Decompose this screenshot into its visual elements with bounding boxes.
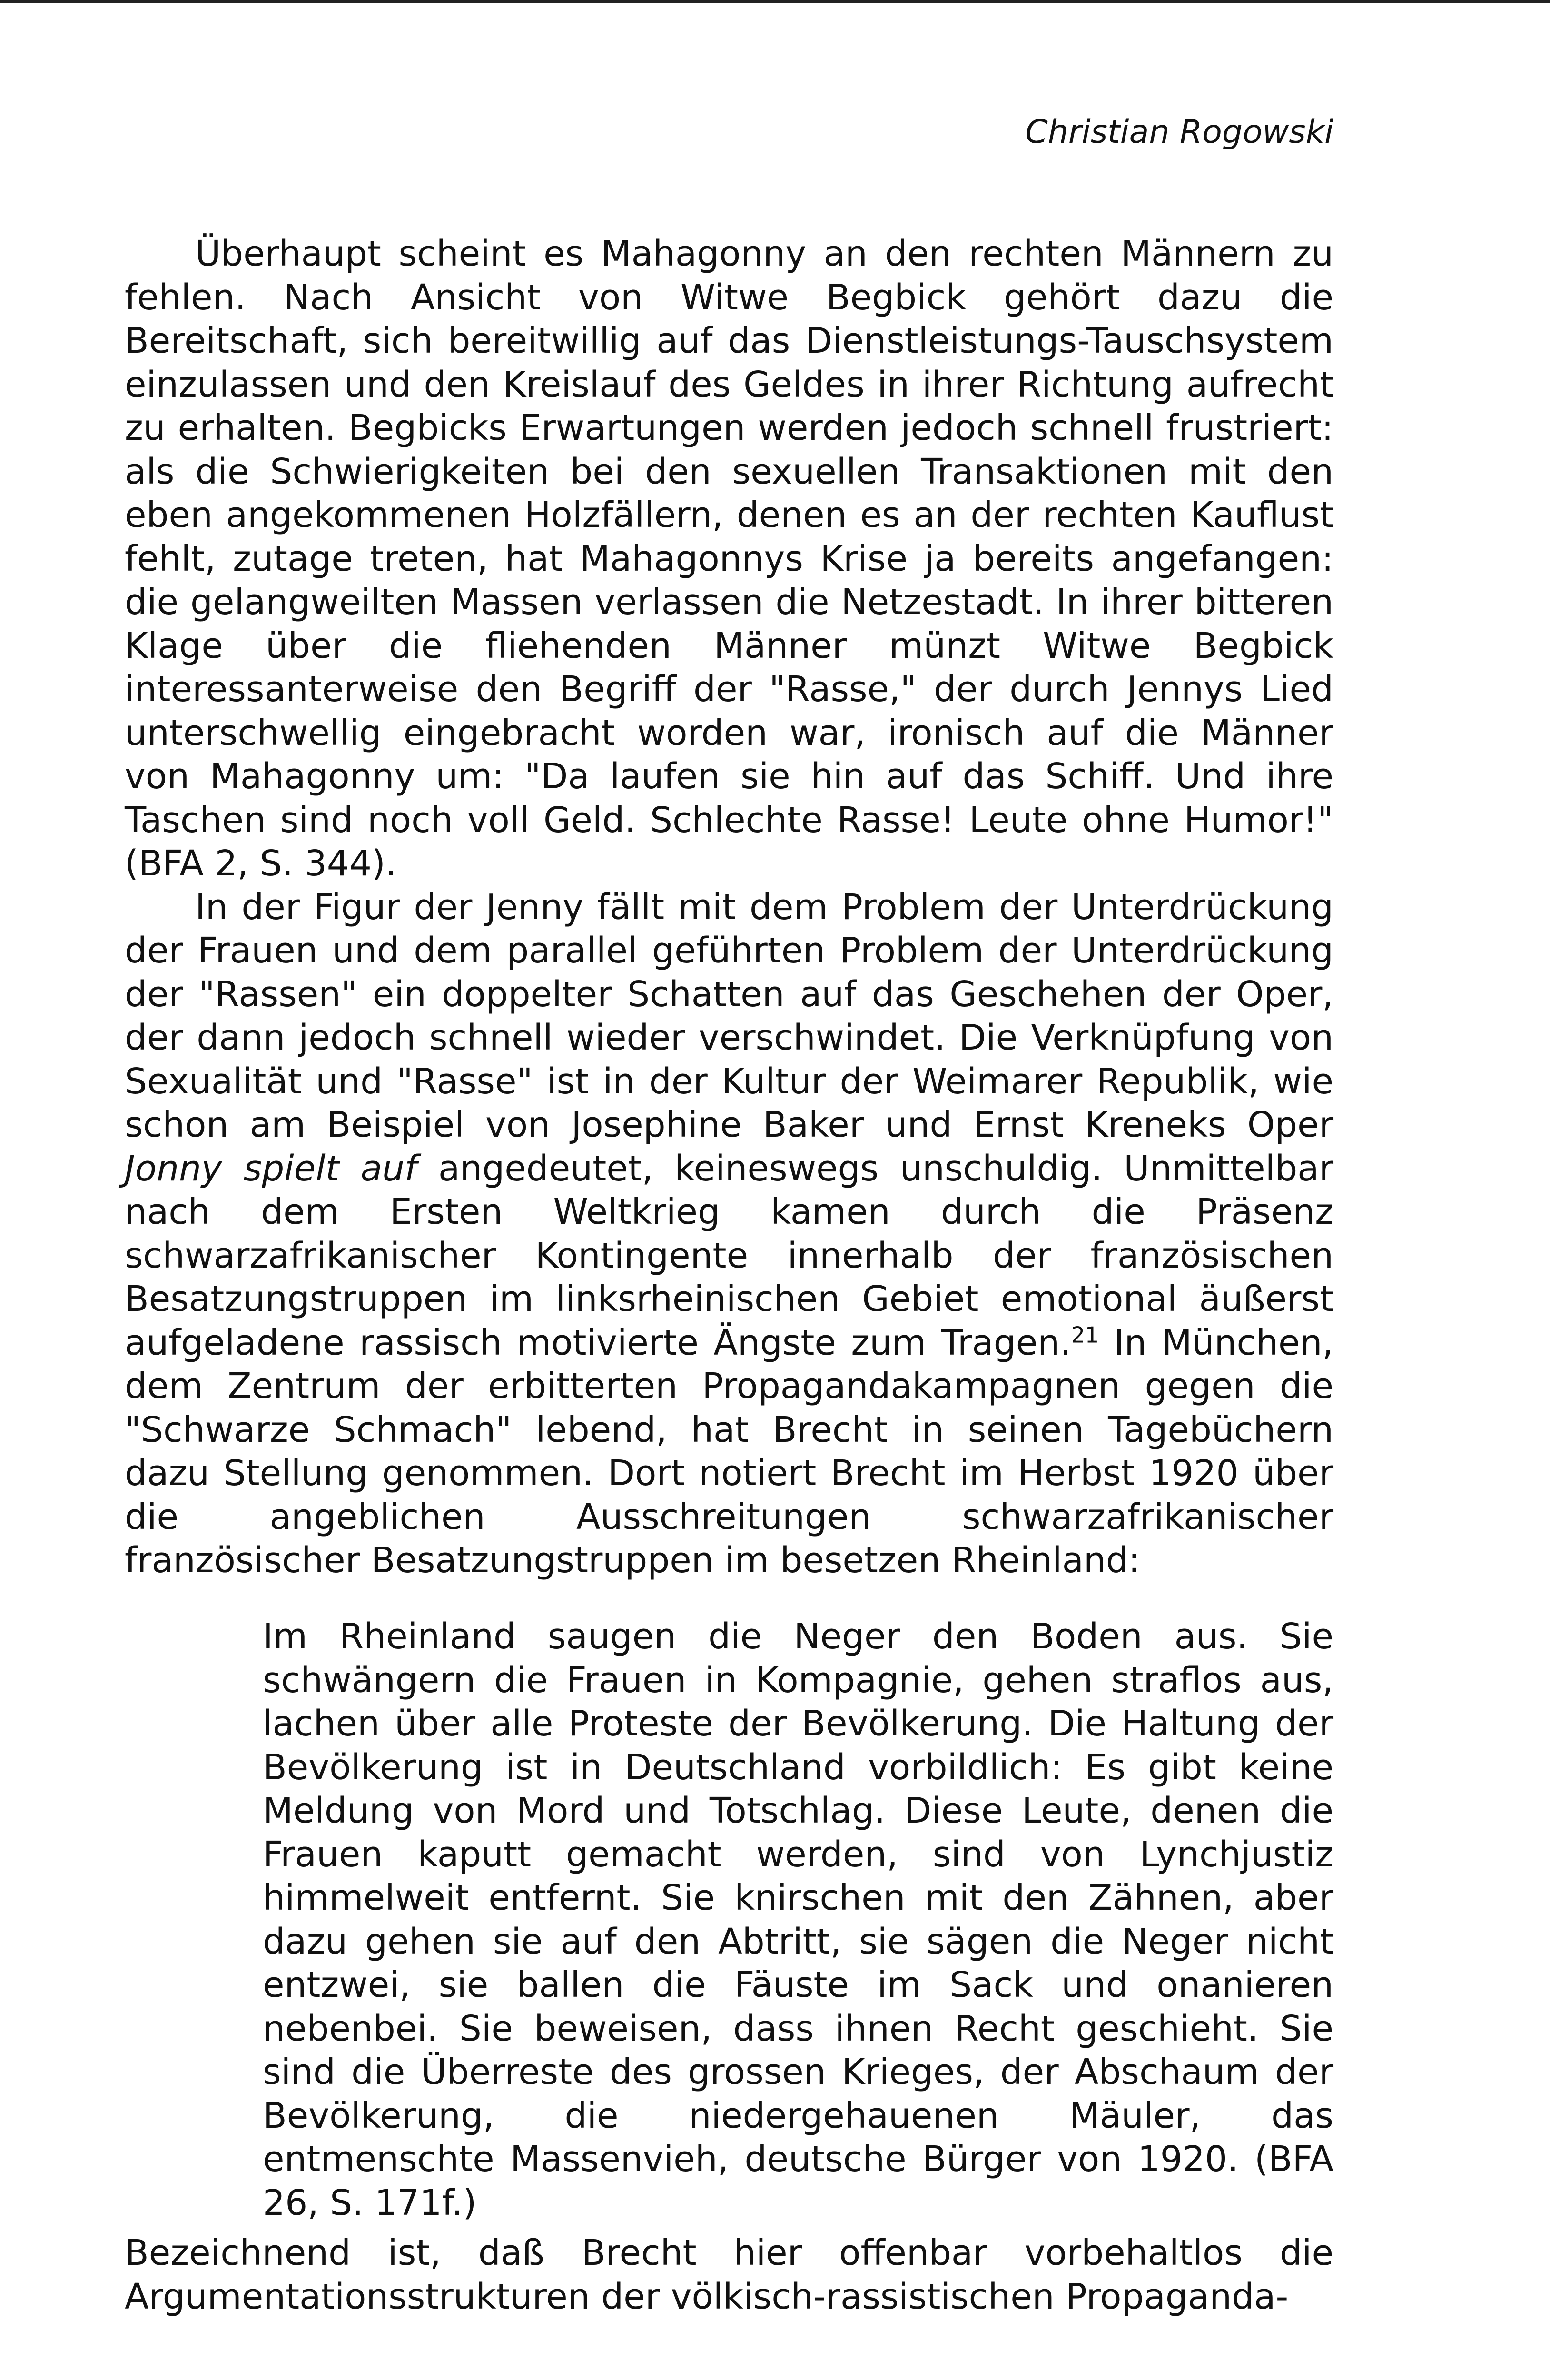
block-quote	[263, 1615, 1333, 2225]
paragraph-2-text-b: angedeutet, keineswegs unschuldig. Unmittelbar nach dem Ersten Weltkrieg kamen durch die Präsenz schwarzafrikanischer Kontingente innerhalb der französischen Besatzungstruppen im linksrheinischen Gebiet emotional äußerst aufgeladene rassisch motivierte Ängste zum Tragen.	[125, 1148, 1333, 1363]
block-quote-text: Im Rheinland saugen die Neger den Boden aus. Sie schwängern die Frauen in Kompagnie, gehen straflos aus, lachen über alle Proteste der Bevölkerung. Die Haltung der Bevölkerung ist in Deutschland vorbildlich: Es gibt keine Meldung von Mord und Totschlag. Diese Leute, denen die Frauen kaputt gemacht werden, sind von Lynchjustiz himmelweit entfernt. Sie knirschen mit den Zähnen, aber dazu gehen sie auf den Abtritt, sie sägen die Neger nicht entzwei, sie ballen die Fäuste im Sack und onanieren nebenbei. Sie beweisen, dass ihnen Recht geschieht. Sie sind die Überreste des grossen Krieges, der Abschaum der Bevölkerung, die niedergehauenen Mäuler, das entmenschte Massenvieh, deutsche Bürger von 1920. (BFA 26, S. 171f.)	[263, 1616, 1333, 2223]
footnote-marker[interactable]: 21	[1071, 1321, 1099, 1348]
paragraph-1: Überhaupt scheint es Mahagonny an den rechten Männern zu fehlen. Nach Ansicht von Witwe Begbick gehört dazu die Bereitschaft, sich bereitwillig auf das Dienstleistungs-Tauschsystem einzulassen und den Kreislauf des Geldes in ihrer Richtung aufrecht zu erhalten. Begbicks Erwartungen werden jedoch schnell frustriert: als die Schwierigkeiten bei den sexuellen Transaktionen mit den eben angekommenen Holzfällern, denen es an der rechten Kauflust fehlt, zutage treten, hat Mahagonnys Krise ja bereits angefangen: die gelangweilten Massen verlassen die Netzestadt. In ihrer bitteren Klage über die fliehenden Männer münzt Witwe Begbick interessanterweise den Begriff der "Rasse," der durch Jennys Lied unterschwellig eingebracht worden war, ironisch auf die Männer von Mahagonny um: "Da laufen sie hin auf das Schiff. Und ihre Taschen sind noch voll Geld. Schlechte Rasse! Leute ohne Humor!" (BFA 2, S. 344).	[125, 233, 1333, 884]
running-head-author: Christian Rogowski	[1025, 113, 1333, 151]
top-scan-border	[0, 0, 1550, 3]
paragraph-2-text-a: In der Figur der Jenny fällt mit dem Problem der Unterdrückung der Frauen und dem parallel geführten Problem der Unterdrückung der "Rassen" ein doppelter Schatten auf das Geschehen der Oper, der dann jedoch schnell wieder verschwindet. Die Verknüpfung von Sexualität und "Rasse" ist in der Kultur der Weimarer Republik, wie schon am Beispiel von Josephine Baker und Ernst Kreneks Oper	[125, 886, 1333, 1145]
opera-title: Jonny spielt auf	[125, 1148, 417, 1189]
main-text	[125, 232, 1333, 1583]
closing-text	[125, 2231, 1333, 2319]
paragraph-3: Bezeichnend ist, daß Brecht hier offenbar vorbehaltlos die Argumentationsstrukturen der völkisch-rassistischen Propaganda-	[125, 2232, 1333, 2317]
paragraph-2-text-c: In München, dem Zentrum der erbitterten Propagandakampagnen gegen die "Schwarze Schmach" lebend, hat Brecht in seinen Tagebüchern dazu Stellung genommen. Dort notiert Brecht im Herbst 1920 über die angeblichen Ausschreitungen schwarzafrikanischer französischer Besatzungstruppen im besetzen Rheinland:	[125, 1322, 1333, 1581]
paragraph-2	[125, 886, 1333, 1583]
